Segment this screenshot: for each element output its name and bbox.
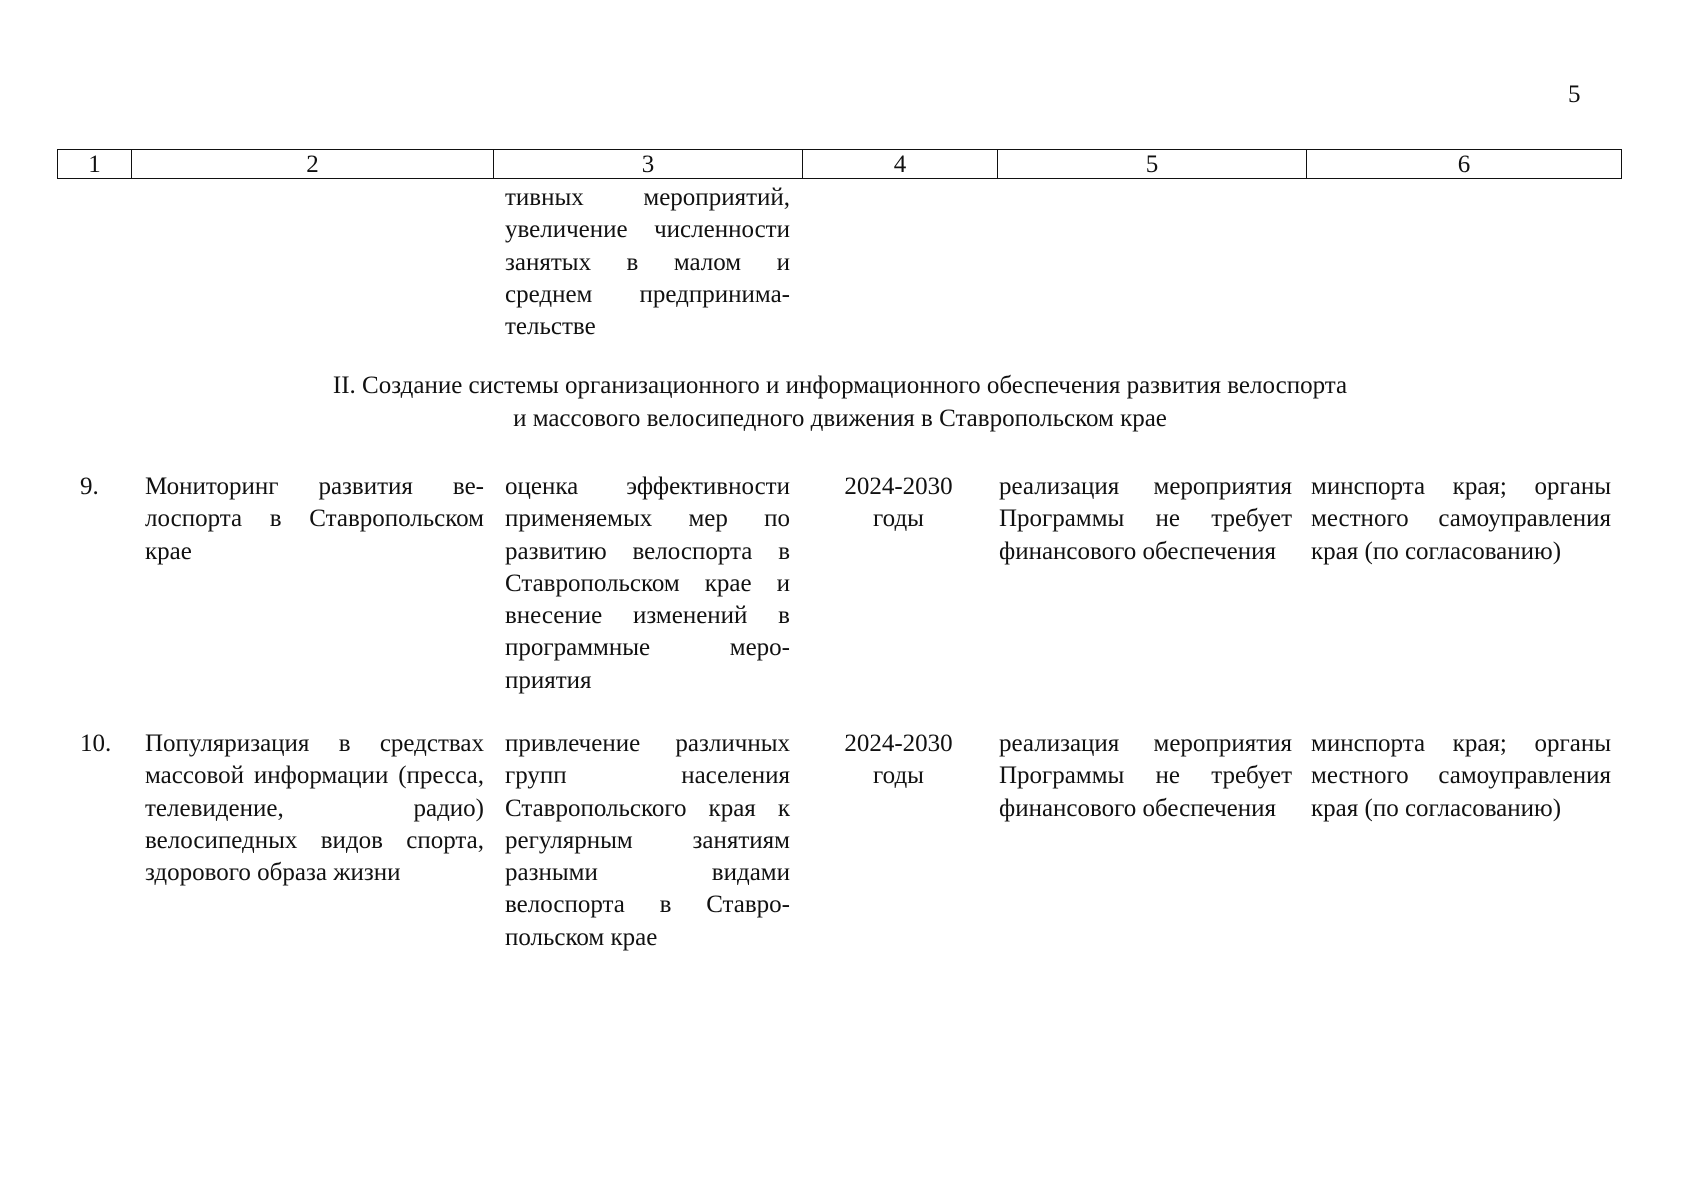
row-9-financing: реализация мероприятия Программы не требует финансового обеспечения: [999, 473, 1292, 565]
section-heading-line-1: II. Создание системы организационного и информационного обеспечения развития велоспорта: [332, 372, 1348, 399]
section-heading-line-2: и массового велосипедного движения в Ставропольском крае: [513, 404, 1167, 432]
row-10-measure: Популяризация в средствах массовой информации (пресса, телевидение, радио) велосипедных видов спорта, здорового образа жизни: [145, 730, 484, 887]
header-col-6: 6: [1307, 150, 1622, 179]
header-col-4: 4: [803, 150, 998, 179]
continuation-result-text: тивных мероприятий, увеличение численности занятых в малом и среднем предпринимательстве: [505, 184, 790, 341]
page-number: 5: [1568, 81, 1581, 108]
row-10-number: 10.: [80, 730, 112, 757]
section-heading: [200, 370, 1480, 435]
row-10-result: привлечение различных групп населения Ставропольского края к регулярным занятиям разными видами велоспорта в Ставропольском крае: [505, 730, 790, 951]
header-col-3: 3: [494, 150, 803, 179]
row-10-period: 2024-2030 годы: [844, 730, 953, 790]
header-col-1: 1: [58, 150, 132, 179]
row-9-result: оценка эффективности применяемых мер по развитию велоспорта в Ставропольском крае и внесение изменений в программные мероприятия: [505, 473, 790, 694]
row-9-number: 9.: [80, 473, 99, 500]
row-9-executors: минспорта края; органы местного самоуправления края (по согласованию): [1311, 473, 1611, 565]
row-9-period: 2024-2030 годы: [844, 473, 953, 533]
header-col-5: 5: [998, 150, 1307, 179]
header-row: [58, 150, 1622, 179]
row-10-executors: минспорта края; органы местного самоуправления края (по согласованию): [1311, 730, 1611, 822]
header-col-2: 2: [132, 150, 494, 179]
row-10-financing: реализация мероприятия Программы не требует финансового обеспечения: [999, 730, 1292, 822]
row-9-measure: Мониторинг развития велоспорта в Ставропольском крае: [145, 473, 484, 565]
column-number-header: [57, 149, 1622, 179]
